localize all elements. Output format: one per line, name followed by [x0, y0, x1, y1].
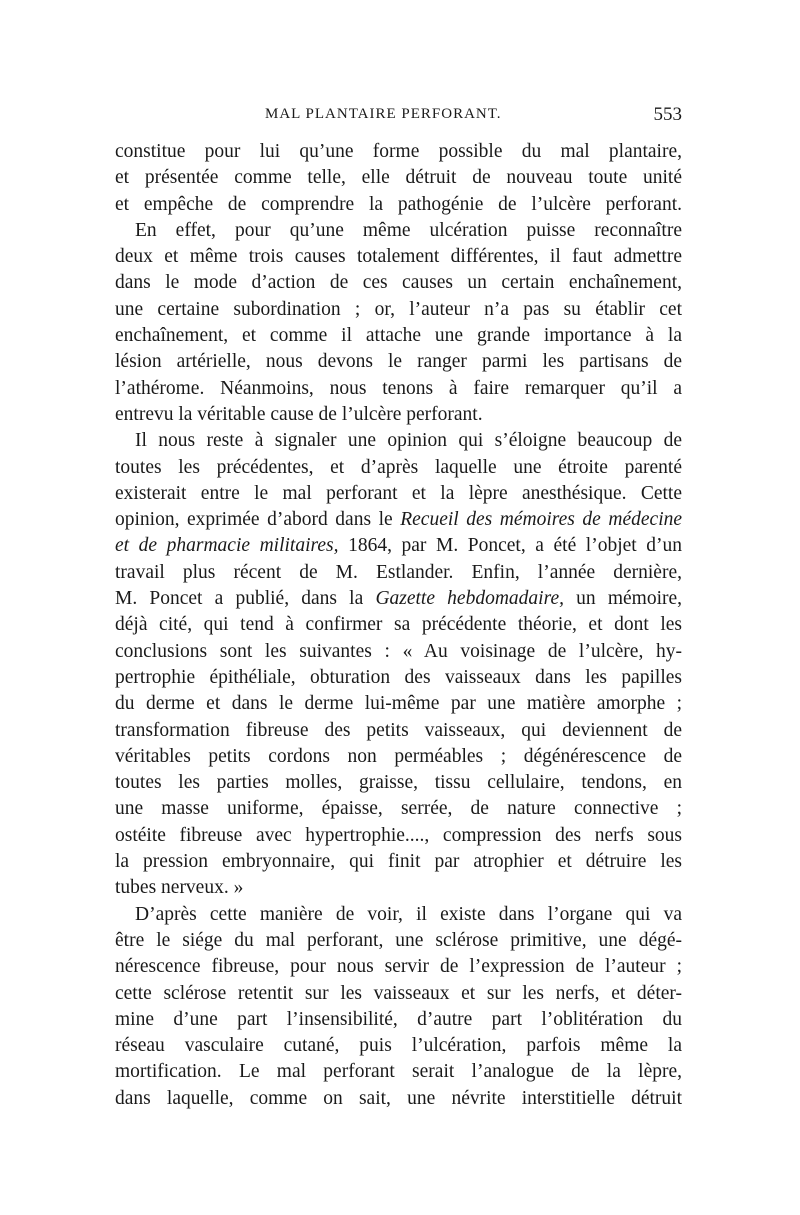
citation-italic: et de pharmacie militaires, [115, 535, 339, 557]
text-line [115, 507, 682, 533]
text-line: dans le mode d’action de ces causes un certain enchaînement, [115, 272, 682, 294]
page-number: 553 [653, 104, 682, 125]
text-line: lésion artérielle, nous devons le ranger parmi les partisans de [115, 351, 682, 373]
text-line: et présentée comme telle, elle détruit de nouveau toute unité [115, 167, 682, 189]
text-line: existerait entre le mal perforant et la lèpre anesthésique. Cette [115, 482, 682, 504]
text-segment: M. Poncet a publié, dans la [115, 588, 364, 610]
running-head [115, 104, 682, 128]
text-line: être le siége du mal perforant, une sclérose primitive, une dégé- [115, 929, 682, 951]
text-line: cette sclérose retentit sur les vaisseaux et sur les nerfs, et déter- [115, 982, 682, 1004]
text-line: réseau vasculaire cutané, puis l’ulcération, parfois même la [115, 1035, 682, 1057]
running-title: MAL PLANTAIRE PERFORANT. [265, 106, 502, 122]
text-segment: un mémoire, [576, 588, 683, 610]
text-line: toutes les parties molles, graisse, tissu cellulaire, tendons, en [115, 772, 682, 794]
text-line: constitue pour lui qu’une forme possible du mal plantaire, [115, 141, 682, 162]
text-line: véritables petits cordons non perméables ; dégénérescence de [115, 745, 682, 767]
text-line: tubes nerveux. » [115, 877, 244, 899]
text-line: du derme et dans le derme lui-même par une matière amorphe ; [115, 693, 682, 715]
paragraph-start-line: D’après cette manière de voir, il existe dans l’organe qui va [135, 903, 682, 925]
text-line: mortification. Le mal perforant serait l’analogue de la lèpre, [115, 1061, 682, 1083]
text-line: nérescence fibreuse, pour nous servir de l’expression de l’auteur ; [115, 956, 682, 978]
citation-italic: Gazette hebdomadaire, [375, 588, 564, 610]
text-line: travail plus récent de M. Estlander. Enfin, l’année dernière, [115, 561, 682, 583]
text-line: deux et même trois causes totalement différentes, il faut admettre [115, 246, 682, 268]
text-line: transformation fibreuse des petits vaisseaux, qui deviennent de [115, 719, 682, 741]
paragraph-start-line: Il nous reste à signaler une opinion qui s’éloigne beaucoup de [135, 430, 682, 452]
citation-italic: Recueil des mémoires de médecine [400, 509, 683, 531]
text-line: déjà cité, qui tend à confirmer sa précédente théorie, et dont les [115, 614, 682, 636]
text-line: ostéite fibreuse avec hypertrophie...., compression des nerfs sous [115, 824, 682, 846]
text-line: une certaine subordination ; or, l’auteur n’a pas su établir cet [115, 298, 682, 320]
text-line: enchaînement, et comme il attache une grande importance à la [115, 325, 682, 347]
text-line [115, 586, 682, 612]
text-line: pertrophie épithéliale, obturation des vaisseaux dans les papilles [115, 666, 682, 688]
text-line: conclusions sont les suivantes : « Au voisinage de l’ulcère, hy- [115, 640, 682, 662]
text-segment: opinion, exprimée d’abord dans le [115, 509, 393, 531]
text-line: et empêche de comprendre la pathogénie de l’ulcère perforant. [115, 193, 682, 215]
paragraph-start-line: En effet, pour qu’une même ulcération puisse reconnaître [135, 219, 682, 241]
text-line: toutes les précédentes, et d’après laquelle une étroite parenté [115, 456, 682, 478]
text-line: la pression embryonnaire, qui finit par atrophier et détruire les [115, 851, 682, 873]
text-line: entrevu la véritable cause de l’ulcère perforant. [115, 403, 483, 425]
text-line: dans laquelle, comme on sait, une névrite interstitielle détruit [115, 1087, 682, 1109]
text-line: une masse uniforme, épaisse, serrée, de nature connective ; [115, 798, 682, 820]
text-line [115, 533, 682, 559]
text-line: l’athérome. Néanmoins, nous tenons à faire remarquer qu’il a [115, 377, 682, 399]
text-segment: 1864, par M. Poncet, a été l’objet d’un [348, 535, 683, 557]
text-line: mine d’une part l’insensibilité, d’autre part l’oblitération du [115, 1008, 682, 1030]
body-text [115, 139, 682, 1112]
